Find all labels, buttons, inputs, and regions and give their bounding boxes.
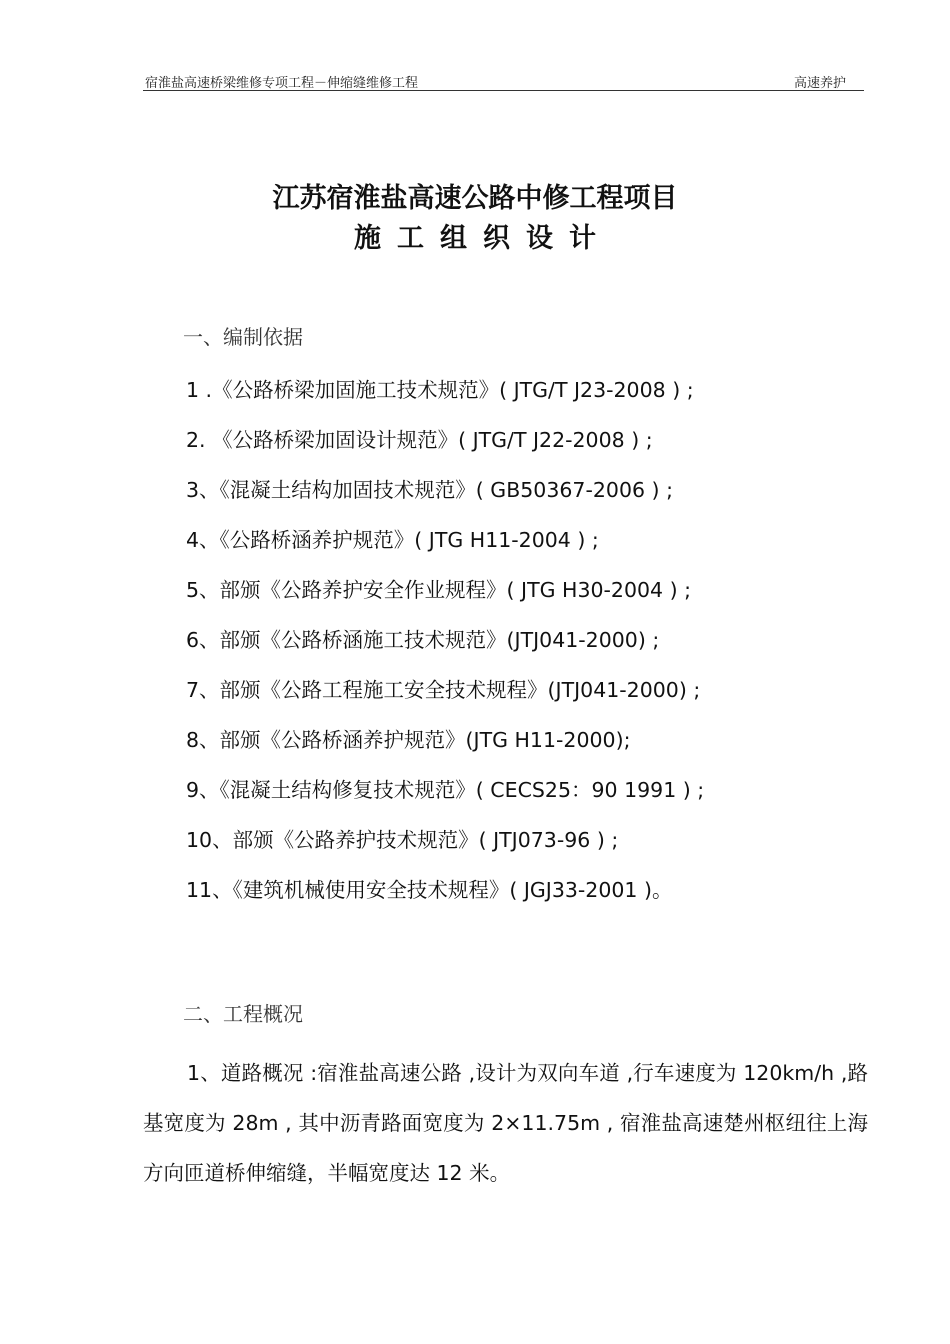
document-title: 江苏宿淮盐高速公路中修工程项目 — [272, 183, 678, 214]
reference-item: 8、部颁《公路桥涵养护规范》(JTG H11-2000); — [186, 728, 631, 752]
document-subtitle: 施工组织设计 — [354, 223, 612, 254]
reference-item: 6、部颁《公路桥涵施工技术规范》(JTJ041-2000) ; — [186, 628, 660, 652]
page-header — [143, 68, 864, 91]
section-heading-overview: 二、工程概况 — [183, 1002, 303, 1026]
reference-item: 7、部颁《公路工程施工安全技术规程》(JTJ041-2000) ; — [186, 678, 701, 702]
reference-item: 2. 《公路桥梁加固设计规范》( JTG/T J22-2008 ) ; — [186, 428, 653, 452]
reference-item: 1 .《公路桥梁加固施工技术规范》( JTG/T J23-2008 ) ; — [186, 378, 694, 402]
header-project-name: 宿淮盐高速桥梁维修专项工程－伸缩缝维修工程 — [145, 76, 419, 91]
reference-item: 10、部颁《公路养护技术规范》( JTJ073-96 ) ; — [186, 828, 619, 852]
section-heading-basis: 一、编制依据 — [183, 325, 303, 349]
reference-item: 11、《建筑机械使用安全技术规程》( JGJ33-2001 )。 — [186, 878, 673, 902]
road-overview-paragraph: 1、道路概况 :宿淮盐高速公路 ,设计为双向车道 ,行车速度为 120km/h ,路基宽度为 28m , 其中沥青路面宽度为 2×11.75m , 宿淮盐高速楚州枢纽往上海方向匝道桥伸缩缝，半幅宽度达 12 米。 — [143, 1061, 868, 1185]
reference-item: 4、《公路桥涵养护规范》( JTG H11-2004 ) ; — [186, 528, 599, 552]
reference-list — [186, 375, 704, 925]
reference-item: 5、部颁《公路养护安全作业规程》( JTG H30-2004 ) ; — [186, 578, 692, 602]
reference-item: 9、《混凝土结构修复技术规范》( CECS25：90 1991 ) ; — [186, 778, 705, 802]
reference-item: 3、《混凝土结构加固技术规范》( GB50367-2006 ) ; — [186, 478, 673, 502]
header-section-name: 高速养护 — [793, 76, 846, 91]
